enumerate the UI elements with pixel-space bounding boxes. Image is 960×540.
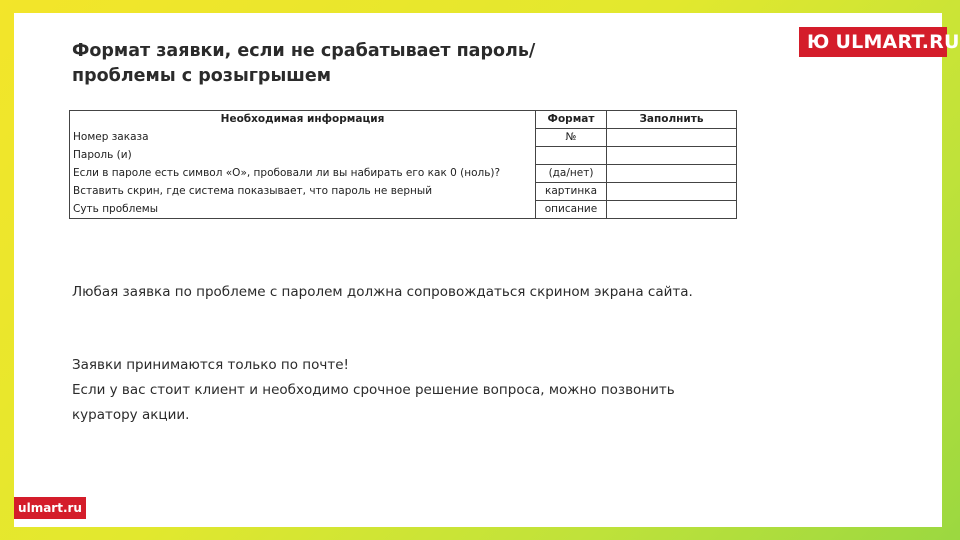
ulmart-logo <box>799 27 960 57</box>
table-header-row <box>70 111 737 129</box>
table-row <box>70 129 737 147</box>
page-title <box>72 39 535 89</box>
logo-text: ULMART.RU <box>835 31 960 53</box>
row-fill-cell[interactable] <box>607 183 737 201</box>
row-format: описание <box>536 201 607 219</box>
contact-line-2: Если у вас стоит клиент и необходимо срочное решение вопроса, можно позвонить <box>72 382 675 398</box>
request-format-table <box>69 110 737 219</box>
contact-line-1: Заявки принимаются только по почте! <box>72 357 349 373</box>
row-info: Пароль (и) <box>70 147 536 165</box>
row-format <box>536 147 607 165</box>
table-row <box>70 147 737 165</box>
title-line-1: Формат заявки, если не срабатывает пароль/ <box>72 41 536 61</box>
row-fill-cell[interactable] <box>607 147 737 165</box>
contact-info-text <box>72 353 675 428</box>
logo-mark-icon: Ю <box>807 31 830 53</box>
row-format: картинка <box>536 183 607 201</box>
table-row <box>70 165 737 183</box>
table-row <box>70 183 737 201</box>
row-format: № <box>536 129 607 147</box>
row-info: Номер заказа <box>70 129 536 147</box>
row-format: (да/нет) <box>536 165 607 183</box>
column-header-info: Необходимая информация <box>70 111 536 129</box>
row-fill-cell[interactable] <box>607 165 737 183</box>
column-header-fill: Заполнить <box>607 111 737 129</box>
screenshot-requirement-note: Любая заявка по проблеме с паролем должна сопровождаться скрином экрана сайта. <box>72 284 693 300</box>
column-header-format: Формат <box>536 111 607 129</box>
row-info: Вставить скрин, где система показывает, что пароль не верный <box>70 183 536 201</box>
row-fill-cell[interactable] <box>607 129 737 147</box>
slide <box>14 13 960 527</box>
row-fill-cell[interactable] <box>607 201 737 219</box>
row-info: Если в пароле есть символ «О», пробовали ли вы набирать его как 0 (ноль)? <box>70 165 536 183</box>
row-info: Суть проблемы <box>70 201 536 219</box>
title-line-2: проблемы с розыгрышем <box>72 66 332 86</box>
contact-line-3: куратору акции. <box>72 407 190 423</box>
site-badge: ulmart.ru <box>14 497 86 519</box>
table-row <box>70 201 737 219</box>
